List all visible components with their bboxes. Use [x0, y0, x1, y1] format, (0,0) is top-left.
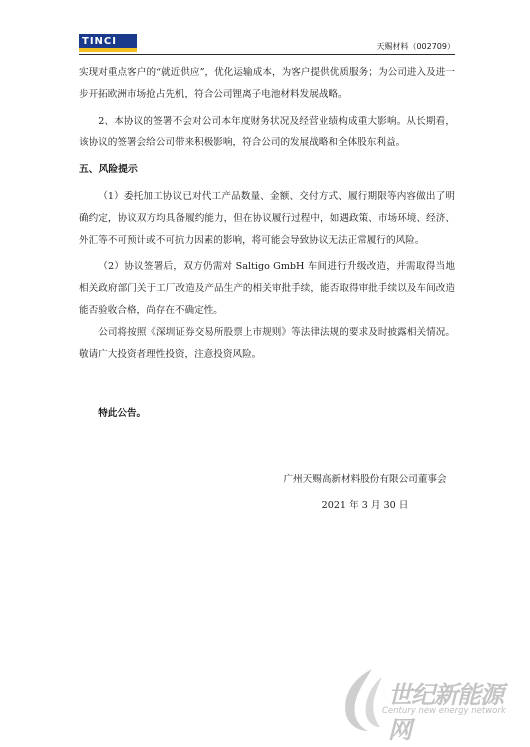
watermark: [332, 665, 522, 744]
paragraph-risk-1: （1）委托加工协议已对代工产品数量、金额、交付方式、履行期限等内容做出了明确约定，协议双方均具备履约能力，但在协议履行过程中，如遇政策、市场环境、经济、外汇等不可预计或不可抗力因素的影响，将可能会导致协议无法正常履行的风险。: [79, 190, 455, 246]
logo-text: TINCI: [82, 36, 117, 47]
paragraph-disclosure: 公司将按照《深圳证券交易所股票上市规则》等法律法规的要求及时披露相关情况。敬请广大投资者理性投资，注意投资风险。: [79, 326, 455, 360]
watermark-subtitle: Century new energy network: [382, 706, 506, 716]
tinci-logo: [79, 34, 137, 52]
notice-text: 特此公告。: [98, 408, 147, 420]
paragraph-continuation: 实现对重点客户的“就近供应”，优化运输成本，为客户提供优质服务；为公司进入及进一步开拓欧洲市场抢占先机，符合公司锂离子电池材料发展战略。: [79, 67, 455, 100]
header-company-code: 天赐材料（002709）: [376, 42, 455, 51]
signature-company: 广州天赐高新材料股份有限公司董事会: [283, 474, 447, 485]
document-body: [79, 62, 455, 425]
watermark-swoosh-icon: [332, 665, 392, 735]
signature-date: 2021 年 3 月 30 日: [321, 500, 409, 511]
paragraph-risk-2: （2）协议签署后，双方仍需对 Saltigo GmbH 车间进行升级改造，并需取得当地相关政府部门关于工厂改造及产品生产的相关审批手续，能否取得审批手续以及车间改造能否验收合格，尚存在不确定性。: [79, 261, 455, 316]
header-rule: [79, 54, 455, 55]
logo-band: [79, 48, 137, 52]
paragraph-impact: 2、本协议的签署不会对公司本年度财务状况及经营业绩构成重大影响。从长期看，该协议的签署会给公司带来积极影响，符合公司的发展战略和全体股东利益。: [79, 115, 455, 149]
section-title-risk: 五、风险提示: [79, 164, 138, 176]
watermark-title: 世纪新能源网: [388, 681, 503, 744]
